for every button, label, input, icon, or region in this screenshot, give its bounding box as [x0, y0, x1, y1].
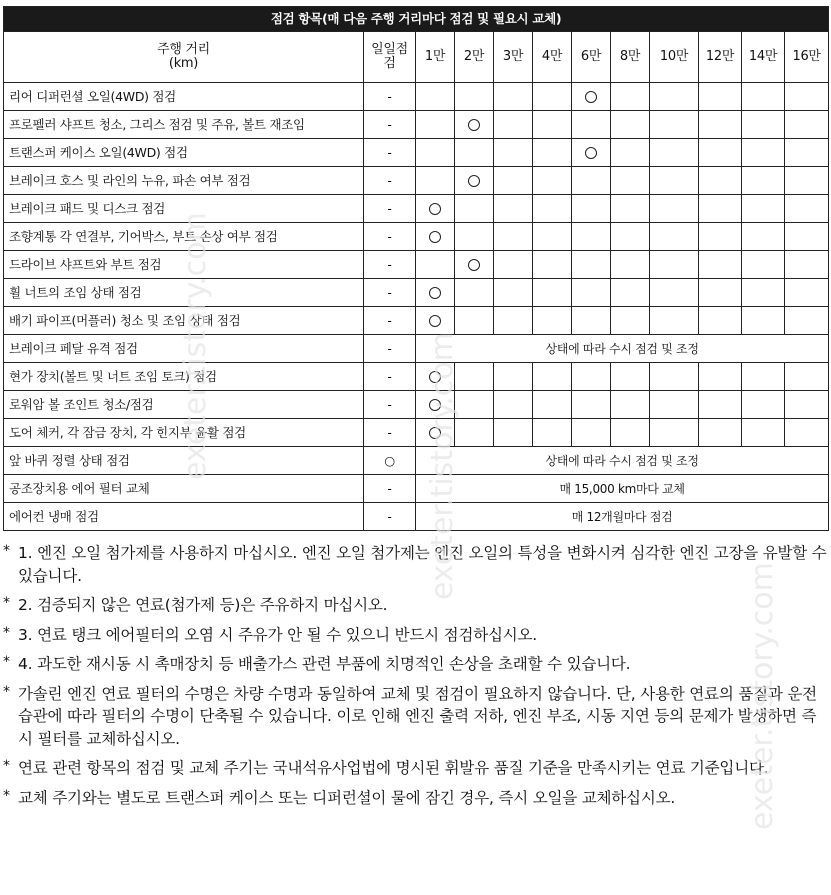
- interval-cell: [611, 83, 650, 111]
- interval-cell: [650, 83, 699, 111]
- check-mark-circle: [429, 399, 441, 411]
- table-row: [4, 111, 829, 139]
- check-item: 휠 너트의 조임 상태 점검: [4, 279, 364, 307]
- interval-cell: [611, 223, 650, 251]
- interval-cell: [650, 111, 699, 139]
- interval-cell: [611, 363, 650, 391]
- interval-cell: [416, 83, 455, 111]
- daily-check-cell: -: [364, 335, 416, 363]
- notes-section: [3, 542, 828, 816]
- daily-check-cell: -: [364, 251, 416, 279]
- interval-cell: [416, 111, 455, 139]
- daily-check-cell: -: [364, 307, 416, 335]
- table-row: [4, 419, 829, 447]
- interval-cell: [533, 419, 572, 447]
- interval-cell: [699, 279, 742, 307]
- interval-cell: [494, 279, 533, 307]
- interval-cell: [416, 167, 455, 195]
- interval-header: 1만: [416, 32, 455, 83]
- interval-cell: [742, 391, 785, 419]
- interval-cell: [742, 139, 785, 167]
- interval-note: 매 12개월마다 점검: [416, 503, 829, 531]
- interval-cell: [494, 83, 533, 111]
- check-mark-circle: [468, 119, 480, 131]
- interval-cell: [455, 139, 494, 167]
- interval-cell: [611, 279, 650, 307]
- daily-check-cell: -: [364, 363, 416, 391]
- daily-check-header: [364, 32, 416, 83]
- interval-cell: [699, 307, 742, 335]
- interval-header: 16만: [785, 32, 829, 83]
- interval-cell: [742, 279, 785, 307]
- interval-cell: [650, 419, 699, 447]
- check-item: 배기 파이프(머플러) 청소 및 조임 상태 점검: [4, 307, 364, 335]
- interval-cell: [455, 111, 494, 139]
- table-row: [4, 391, 829, 419]
- interval-cell: [494, 167, 533, 195]
- table-row: [4, 447, 829, 475]
- check-item: 에어컨 냉매 점검: [4, 503, 364, 531]
- interval-cell: [785, 167, 829, 195]
- interval-cell: [785, 279, 829, 307]
- check-item: 현가 장치(볼트 및 너트 조임 토크) 점검: [4, 363, 364, 391]
- interval-cell: [699, 419, 742, 447]
- interval-cell: [455, 83, 494, 111]
- check-item: 앞 바퀴 정렬 상태 점검: [4, 447, 364, 475]
- note-text: 2. 검증되지 않은 연료(첨가제 등)은 주유하지 마십시오.: [18, 596, 388, 614]
- interval-cell: [699, 391, 742, 419]
- check-item: 공조장치용 에어 필터 교체: [4, 475, 364, 503]
- interval-header: 3만: [494, 32, 533, 83]
- interval-cell: [650, 307, 699, 335]
- mileage-header: [4, 32, 364, 83]
- check-mark-circle: [468, 259, 480, 271]
- interval-cell: [785, 307, 829, 335]
- interval-cell: [785, 251, 829, 279]
- check-item: 드라이브 샤프트와 부트 점검: [4, 251, 364, 279]
- note-item: [3, 624, 828, 647]
- watermark-1: exeter.tistory.com: [178, 212, 213, 480]
- check-item: 도어 체커, 각 잠금 장치, 각 힌지부 윤활 점검: [4, 419, 364, 447]
- check-mark-circle: [429, 427, 441, 439]
- daily-check-cell: ○: [364, 447, 416, 475]
- interval-note: 매 15,000 km마다 교체: [416, 475, 829, 503]
- daily-check-cell: -: [364, 139, 416, 167]
- interval-header: 8만: [611, 32, 650, 83]
- interval-header: 2만: [455, 32, 494, 83]
- interval-cell: [650, 279, 699, 307]
- table-row: [4, 335, 829, 363]
- note-text: 1. 엔진 오일 첨가제를 사용하지 마십시오. 엔진 오일 첨가제는 엔진 오일의 특성을 변화시켜 심각한 엔진 고장을 유발할 수 있습니다.: [18, 544, 827, 585]
- daily-check-cell: -: [364, 279, 416, 307]
- interval-cell: [455, 195, 494, 223]
- interval-cell: [572, 195, 611, 223]
- daily-check-cell: -: [364, 83, 416, 111]
- interval-cell: [533, 251, 572, 279]
- note-item: [3, 787, 828, 810]
- note-text: 3. 연료 탱크 에어필터의 오염 시 주유가 안 될 수 있으니 반드시 점검하십시오.: [18, 625, 538, 644]
- check-item: 브레이크 패드 및 디스크 점검: [4, 195, 364, 223]
- interval-cell: [611, 419, 650, 447]
- table-row: [4, 251, 829, 279]
- table-row: [4, 363, 829, 391]
- asterisk-marker: *: [3, 787, 10, 804]
- interval-header: 4만: [533, 32, 572, 83]
- check-mark-circle: [468, 175, 480, 187]
- daily-check-cell: -: [364, 391, 416, 419]
- interval-cell: [455, 363, 494, 391]
- daily-check-cell: -: [364, 167, 416, 195]
- header-row: [4, 32, 829, 83]
- interval-cell: [572, 83, 611, 111]
- interval-cell: [416, 223, 455, 251]
- interval-cell: [742, 223, 785, 251]
- table-row: [4, 195, 829, 223]
- note-text: 연료 관련 항목의 점검 및 교체 주기는 국내석유사업법에 명시된 휘발유 품질 기준을 만족시키는 연료 기준입니다.: [18, 759, 769, 777]
- check-item: 트랜스퍼 케이스 오일(4WD) 점검: [4, 139, 364, 167]
- check-mark-circle: [429, 315, 441, 327]
- asterisk-marker: *: [3, 595, 10, 611]
- mileage-header-label: 주행 거리: [157, 42, 210, 57]
- note-text: 교체 주기와는 별도로 트랜스퍼 케이스 또는 디퍼런셜이 물에 잠긴 경우, 즉시 오일을 교체하십시오.: [18, 788, 676, 807]
- interval-cell: [572, 167, 611, 195]
- interval-cell: [572, 419, 611, 447]
- daily-check-cell: -: [364, 419, 416, 447]
- interval-cell: [785, 195, 829, 223]
- daily-check-cell: -: [364, 111, 416, 139]
- interval-cell: [785, 139, 829, 167]
- interval-cell: [533, 223, 572, 251]
- interval-cell: [785, 419, 829, 447]
- interval-cell: [699, 139, 742, 167]
- interval-cell: [742, 195, 785, 223]
- table-body: [4, 83, 829, 531]
- interval-cell: [455, 223, 494, 251]
- table-row: [4, 223, 829, 251]
- interval-cell: [742, 363, 785, 391]
- interval-cell: [572, 279, 611, 307]
- interval-cell: [533, 279, 572, 307]
- interval-cell: [611, 391, 650, 419]
- interval-cell: [494, 195, 533, 223]
- interval-header: 6만: [572, 32, 611, 83]
- interval-cell: [785, 83, 829, 111]
- interval-note: 상태에 따라 수시 점검 및 조정: [416, 447, 829, 475]
- note-item: [3, 594, 828, 617]
- check-item: 브레이크 페달 유격 점검: [4, 335, 364, 363]
- interval-cell: [742, 83, 785, 111]
- interval-cell: [650, 195, 699, 223]
- interval-cell: [611, 251, 650, 279]
- table-row: [4, 307, 829, 335]
- check-mark-circle: [585, 147, 597, 159]
- watermark-2: exeter.tistory.com: [425, 332, 460, 600]
- check-mark-circle: [429, 231, 441, 243]
- daily-header-line1: 일일점: [371, 42, 408, 57]
- check-mark-circle: [429, 371, 441, 383]
- table-row: [4, 279, 829, 307]
- interval-cell: [699, 195, 742, 223]
- interval-cell: [572, 111, 611, 139]
- interval-cell: [455, 391, 494, 419]
- interval-cell: [785, 363, 829, 391]
- interval-cell: [572, 391, 611, 419]
- interval-cell: [611, 111, 650, 139]
- check-item: 프로펠러 샤프트 청소, 그리스 점검 및 주유, 볼트 재조임: [4, 111, 364, 139]
- interval-cell: [533, 83, 572, 111]
- asterisk-marker: *: [3, 683, 10, 700]
- interval-cell: [494, 139, 533, 167]
- interval-cell: [533, 195, 572, 223]
- interval-cell: [416, 251, 455, 279]
- interval-cell: [699, 111, 742, 139]
- interval-cell: [455, 307, 494, 335]
- check-mark-circle: [429, 203, 441, 215]
- watermark-3: exeter.tistory.com: [745, 562, 780, 830]
- table-row: [4, 139, 829, 167]
- interval-cell: [785, 391, 829, 419]
- asterisk-marker: *: [3, 654, 10, 670]
- interval-cell: [611, 167, 650, 195]
- interval-cell: [572, 363, 611, 391]
- interval-cell: [742, 419, 785, 447]
- interval-header: 14만: [742, 32, 785, 83]
- interval-cell: [416, 279, 455, 307]
- check-item: 리어 디퍼런셜 오일(4WD) 점검: [4, 83, 364, 111]
- note-item: [3, 653, 828, 676]
- interval-cell: [572, 251, 611, 279]
- interval-cell: [455, 419, 494, 447]
- interval-header: 10만: [650, 32, 699, 83]
- interval-cell: [650, 223, 699, 251]
- note-text: 4. 과도한 재시동 시 촉매장치 등 배출가스 관련 부품에 치명적인 손상을 초래할 수 있습니다.: [18, 655, 631, 673]
- interval-cell: [533, 111, 572, 139]
- interval-cell: [650, 251, 699, 279]
- interval-cell: [699, 223, 742, 251]
- interval-cell: [416, 195, 455, 223]
- interval-cell: [650, 167, 699, 195]
- interval-cell: [533, 363, 572, 391]
- table-row: [4, 475, 829, 503]
- asterisk-marker: *: [3, 543, 10, 559]
- interval-cell: [416, 391, 455, 419]
- interval-cell: [416, 363, 455, 391]
- interval-cell: [494, 307, 533, 335]
- interval-cell: [416, 307, 455, 335]
- interval-cell: [650, 391, 699, 419]
- interval-cell: [785, 111, 829, 139]
- check-item: 브레이크 호스 및 라인의 누유, 파손 여부 점검: [4, 167, 364, 195]
- interval-cell: [699, 251, 742, 279]
- daily-check-cell: -: [364, 223, 416, 251]
- daily-check-cell: -: [364, 475, 416, 503]
- table-title: 점검 항목(매 다음 주행 거리마다 점검 및 필요시 교체): [4, 7, 829, 32]
- interval-cell: [455, 251, 494, 279]
- interval-cell: [533, 139, 572, 167]
- check-mark-circle: [585, 91, 597, 103]
- asterisk-marker: *: [3, 758, 10, 774]
- interval-cell: [611, 307, 650, 335]
- interval-cell: [572, 139, 611, 167]
- interval-header: 12만: [699, 32, 742, 83]
- daily-header-line2: 검: [383, 56, 396, 71]
- daily-check-cell: -: [364, 195, 416, 223]
- table-row: [4, 167, 829, 195]
- interval-note: 상태에 따라 수시 점검 및 조정: [416, 335, 829, 363]
- interval-cell: [494, 223, 533, 251]
- interval-cell: [533, 391, 572, 419]
- interval-cell: [650, 363, 699, 391]
- mileage-header-unit: (km): [168, 56, 199, 71]
- interval-cell: [494, 363, 533, 391]
- interval-cell: [494, 419, 533, 447]
- interval-cell: [611, 195, 650, 223]
- interval-cell: [742, 307, 785, 335]
- table-row: [4, 503, 829, 531]
- interval-cell: [742, 251, 785, 279]
- maintenance-table: [3, 6, 829, 531]
- interval-cell: [742, 167, 785, 195]
- check-item: 로워암 볼 조인트 청소/점검: [4, 391, 364, 419]
- interval-cell: [533, 167, 572, 195]
- interval-cell: [416, 419, 455, 447]
- interval-cell: [572, 223, 611, 251]
- interval-cell: [611, 139, 650, 167]
- note-item: [3, 542, 828, 587]
- asterisk-marker: *: [3, 624, 10, 641]
- interval-cell: [416, 139, 455, 167]
- interval-cell: [494, 111, 533, 139]
- interval-cell: [455, 167, 494, 195]
- table-row: [4, 83, 829, 111]
- interval-cell: [699, 83, 742, 111]
- interval-cell: [494, 251, 533, 279]
- interval-cell: [455, 279, 494, 307]
- interval-cell: [494, 391, 533, 419]
- daily-check-cell: -: [364, 503, 416, 531]
- interval-cell: [533, 307, 572, 335]
- interval-cell: [699, 363, 742, 391]
- interval-cell: [742, 111, 785, 139]
- note-item: [3, 683, 828, 751]
- interval-cell: [785, 223, 829, 251]
- check-item: 조향계통 각 연결부, 기어박스, 부트 손상 여부 점검: [4, 223, 364, 251]
- note-item: [3, 757, 828, 780]
- interval-cell: [699, 167, 742, 195]
- check-mark-circle: [429, 287, 441, 299]
- note-text: 가솔린 엔진 연료 필터의 수명은 차량 수명과 동일하여 교체 및 점검이 필요하지 않습니다. 단, 사용한 연료의 품질과 운전 습관에 따라 필터의 수명이 단축될 수 있습니다. 이로 인해 엔진 출력 저하, 엔진 부조, 시동 지연 등의 문제가 발생하면 즉시 필터를 교체하십시오.: [18, 684, 817, 748]
- interval-cell: [572, 307, 611, 335]
- interval-cell: [650, 139, 699, 167]
